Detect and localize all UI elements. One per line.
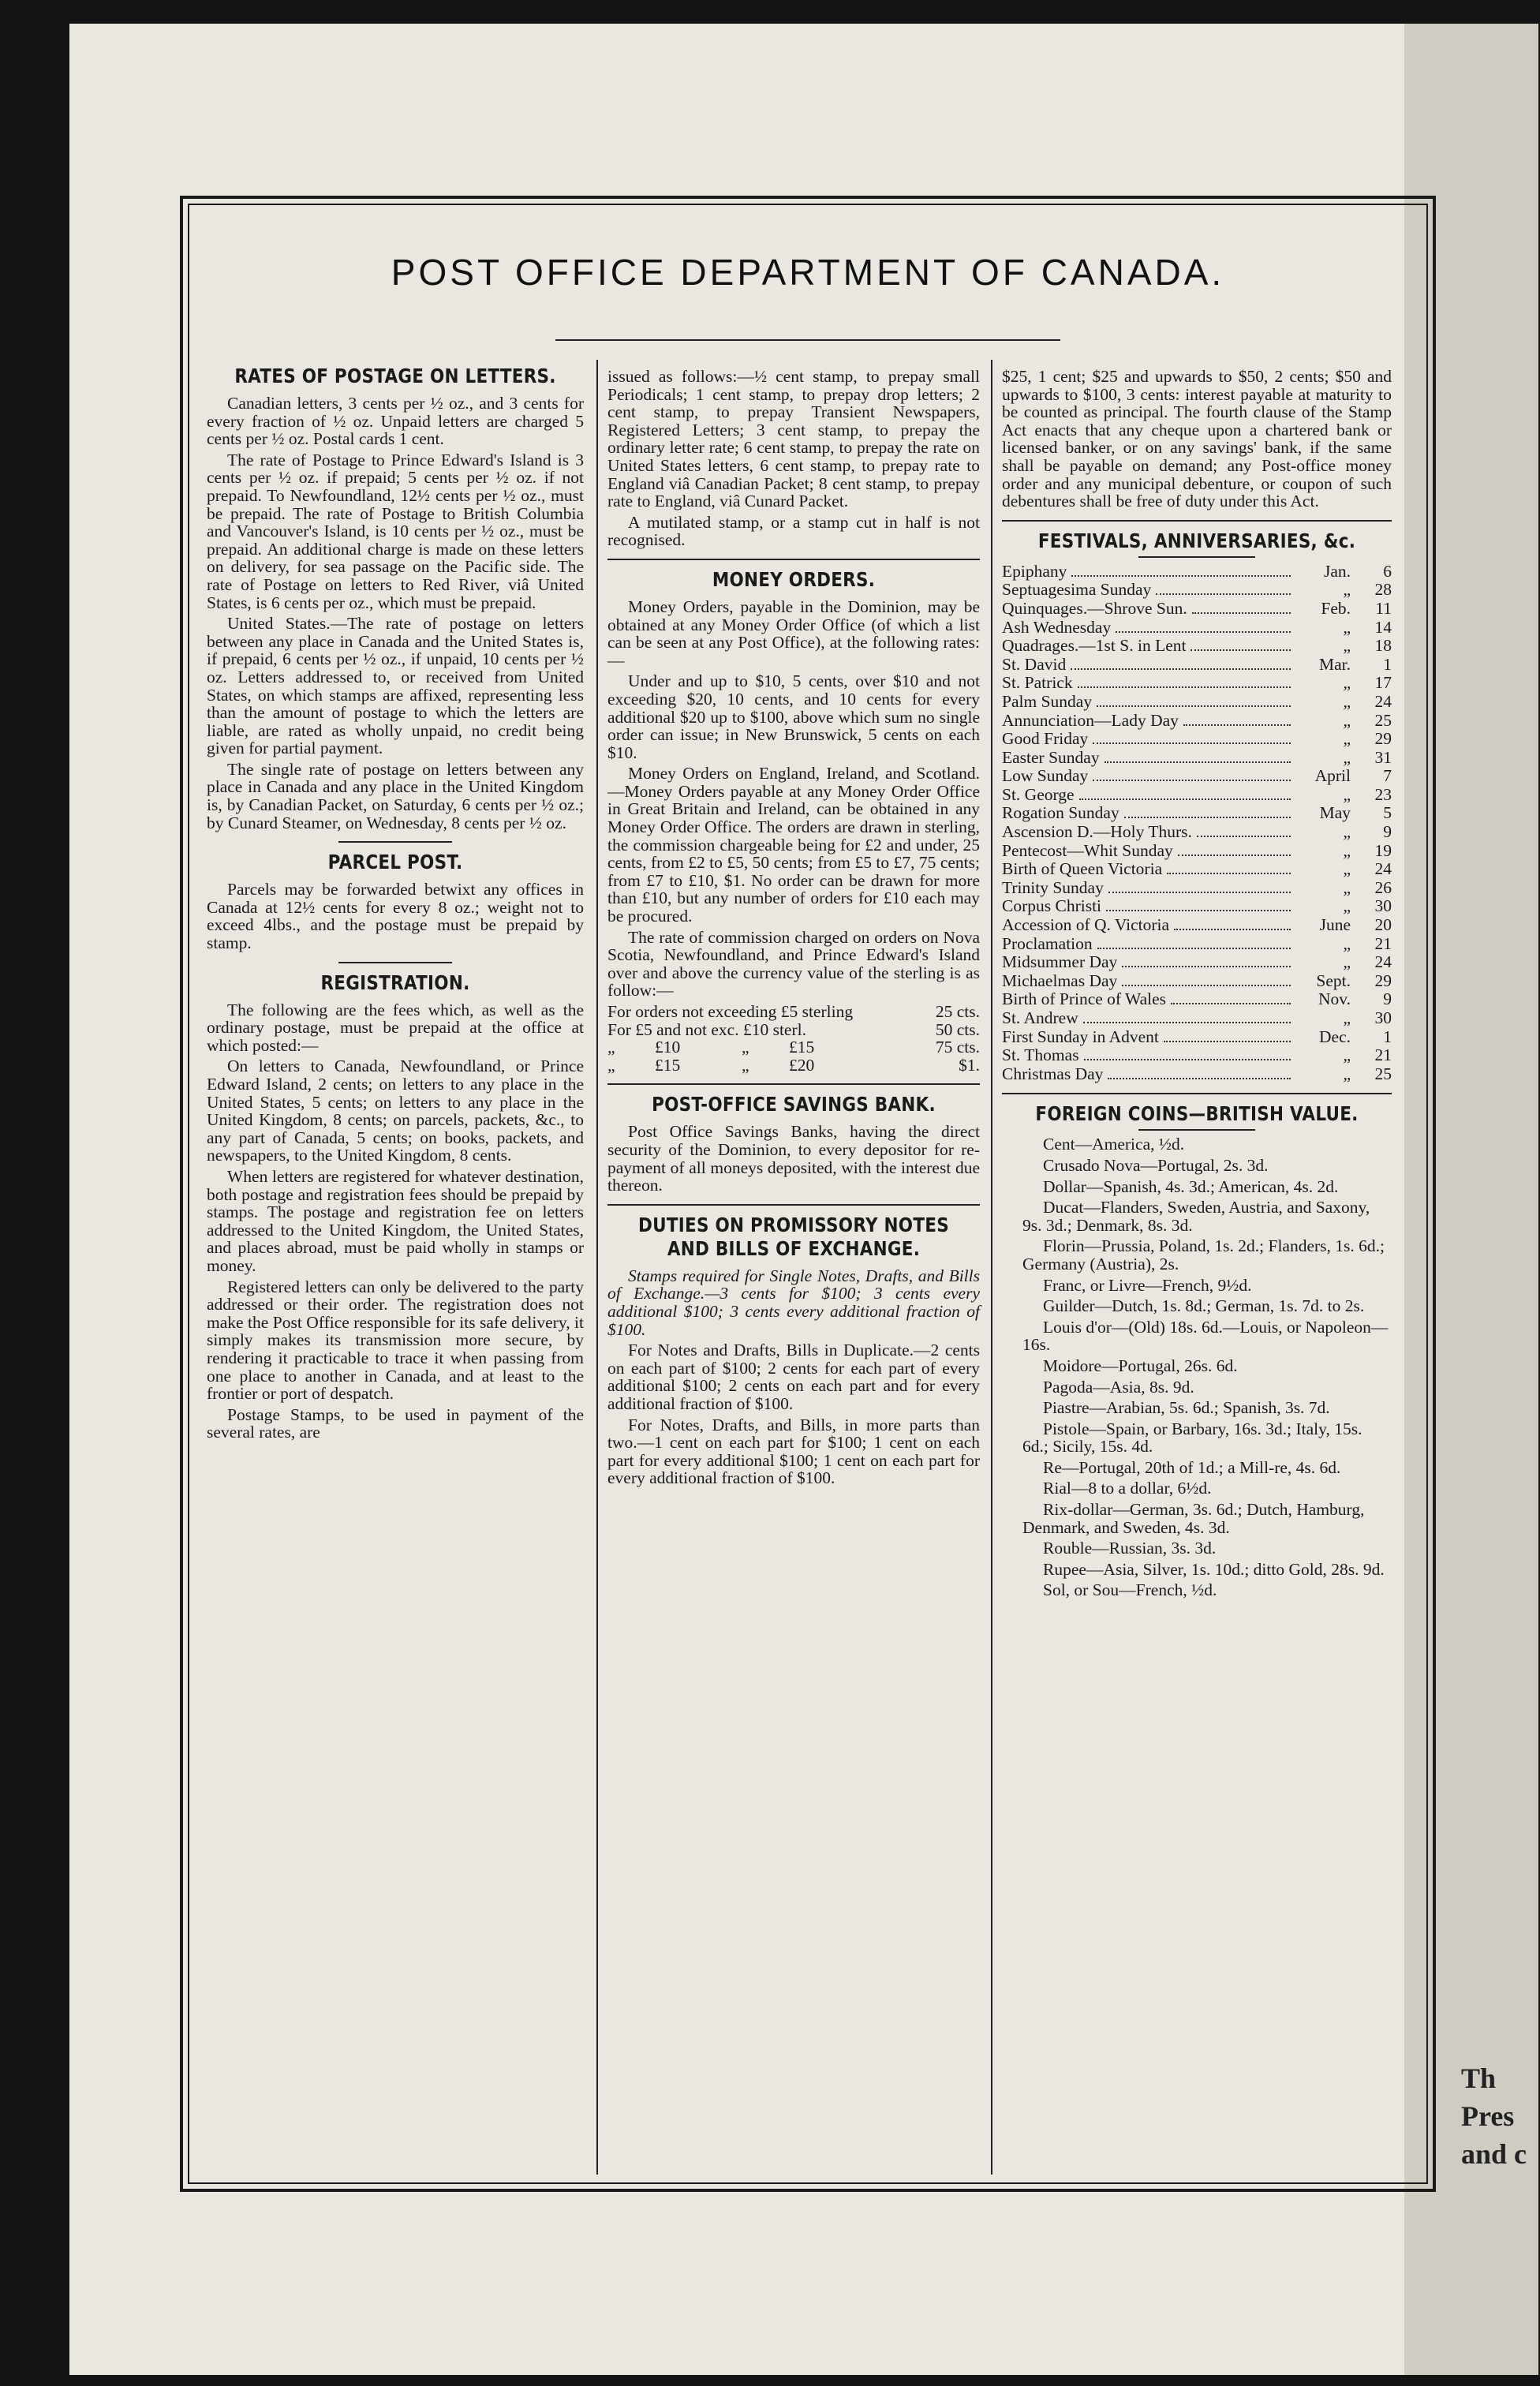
coin-entry: Ducat—Flanders, Sweden, Austria, and Saxony, 9s. 3d.; Denmark, 8s. 3d.	[1022, 1198, 1370, 1235]
festival-month: „	[1343, 933, 1351, 953]
dot-leader	[1122, 985, 1291, 986]
festival-row	[1002, 749, 1392, 768]
table-row	[607, 1021, 980, 1039]
table-cell: „	[607, 1038, 615, 1057]
festival-month: April	[1314, 766, 1351, 786]
festival-row	[1002, 656, 1392, 675]
festival-day: 20	[1374, 915, 1392, 935]
money-orders-heading: MONEY ORDERS.	[712, 567, 876, 591]
column-divider-2	[991, 360, 992, 2175]
festival-month: „	[1343, 710, 1351, 730]
dot-leader	[1122, 966, 1291, 967]
festival-row	[1002, 1009, 1392, 1028]
festival-name: Pentecost—Whit Sunday	[1002, 840, 1173, 860]
coin-entry: Franc, or Livre—French, 9½d.	[1043, 1275, 1252, 1295]
festival-month: Feb.	[1321, 598, 1351, 618]
commission-table	[607, 1003, 980, 1074]
coin-entry: Pistole—Spain, or Barbary, 16s. 3d.; Italy, 15s. 6d.; Sicily, 15s. 4d.	[1022, 1419, 1362, 1457]
festival-name: Quinquages.—Shrove Sun.	[1002, 598, 1187, 618]
table-cell: 75 cts.	[935, 1038, 980, 1057]
festival-month: „	[1343, 877, 1351, 897]
festival-month: „	[1343, 747, 1351, 767]
title-underline	[555, 339, 1060, 341]
dot-leader	[1178, 855, 1291, 856]
festival-month: Sept.	[1316, 970, 1351, 990]
dot-leader	[1097, 948, 1291, 949]
table-cell: „	[742, 1055, 749, 1075]
section-rule	[607, 1083, 980, 1085]
festival-row	[1002, 712, 1392, 731]
festival-month: Dec.	[1319, 1027, 1351, 1046]
stamps-paragraph: A mutilated stamp, or a stamp cut in half is not recognised.	[607, 512, 980, 550]
section-rule	[607, 1204, 980, 1206]
dot-leader	[1197, 836, 1291, 837]
festival-row	[1002, 637, 1392, 656]
festival-row	[1002, 990, 1392, 1009]
page-title: POST OFFICE DEPARTMENT OF CANADA.	[391, 252, 1225, 293]
table-cell: £15	[655, 1055, 681, 1075]
festival-row	[1002, 860, 1392, 879]
festival-row	[1002, 600, 1392, 619]
table-cell: „	[742, 1038, 749, 1057]
dot-leader	[1093, 742, 1291, 744]
festival-name: Trinity Sunday	[1002, 877, 1104, 897]
rates-paragraph: The rate of Postage to Prince Edward's Island is 3 cents per ½ oz. if prepaid; 5 cents per ½ oz. if not prepaid. To Newfoundland, 12½ cents per ½ oz., must be prepaid. The rate of Postage to British Columbia and Vancouver's Island, is 10 cents per ½ oz., must be prepaid. An additional charge is made on these letters on delivery, for sea passage on the Pacific side. The rate of Postage on letters to Red River, viâ United States, is 6 cents per oz., which must be prepaid.	[207, 450, 584, 612]
festival-name: Birth of Queen Victoria	[1002, 859, 1163, 879]
festival-row	[1002, 1065, 1392, 1084]
table-cell: For orders not exceeding £5 sterling	[607, 1002, 854, 1021]
festival-day: 9	[1383, 822, 1392, 842]
registration-heading: REGISTRATION.	[320, 970, 470, 994]
festival-month: Jan.	[1323, 561, 1351, 581]
festival-row	[1002, 730, 1392, 749]
section-rule	[1002, 520, 1392, 522]
festival-month: „	[1343, 784, 1351, 804]
festival-month: „	[1343, 1045, 1351, 1065]
duties-heading: DUTIES ON PROMISSORY NOTES AND BILLS OF EXCHANGE.	[638, 1213, 949, 1260]
festival-name: St. George	[1002, 784, 1075, 804]
festival-name: Accession of Q. Victoria	[1002, 915, 1170, 935]
coin-entry: Rix-dollar—German, 3s. 6d.; Dutch, Hamburg, Denmark, and Sweden, 4s. 3d.	[1022, 1500, 1365, 1537]
section-rule	[1002, 1093, 1392, 1094]
festival-day: 30	[1374, 896, 1392, 916]
festival-day: 17	[1374, 673, 1392, 693]
festival-name: Good Friday	[1002, 729, 1089, 749]
festival-month: „	[1343, 729, 1351, 749]
table-row	[607, 1003, 980, 1021]
festival-month: Mar.	[1318, 654, 1351, 674]
festival-day: 1	[1383, 654, 1392, 674]
adjacent-page-text	[1461, 2059, 1540, 2173]
festival-day: 9	[1383, 989, 1392, 1009]
table-cell: £20	[789, 1055, 815, 1075]
dot-leader	[1156, 593, 1291, 595]
duties-paragraph: For Notes, Drafts, and Bills, in more parts than two.—1 cent on each part for $100; 1 cent on each part for every additional $100; 1 cent on each part for every additional fraction of $100.	[607, 1415, 980, 1488]
dot-leader	[1108, 892, 1291, 893]
festival-month: June	[1319, 915, 1351, 935]
money-paragraph: The rate of commission charged on orders on Nova Scotia, Newfoundland, and Prince Edward's Island over and above the currency value of the sterling is as follow:—	[607, 927, 980, 1000]
festival-day: 24	[1374, 859, 1392, 879]
coin-entry: Piastre—Arabian, 5s. 6d.; Spanish, 3s. 7d.	[1043, 1398, 1330, 1418]
festival-day: 19	[1374, 840, 1392, 860]
dot-leader	[1174, 929, 1291, 930]
festival-row	[1002, 674, 1392, 693]
festival-name: Quadrages.—1st S. in Lent	[1002, 636, 1187, 656]
registration-paragraph: Postage Stamps, to be used in payment of the several rates, are	[207, 1404, 584, 1442]
coin-entry: Dollar—Spanish, 4s. 3d.; American, 4s. 2d.	[1043, 1176, 1339, 1196]
festival-day: 5	[1383, 803, 1392, 823]
festival-month: Nov.	[1318, 989, 1351, 1009]
adjacent-text-line: and c	[1461, 2138, 1527, 2170]
dot-leader	[1105, 761, 1291, 763]
festival-day: 21	[1374, 1045, 1392, 1065]
festival-name: Low Sunday	[1002, 766, 1089, 786]
registration-paragraph: The following are the fees which, as well as the ordinary postage, must be prepaid at the office at which posted:—	[207, 1000, 584, 1055]
festival-row	[1002, 1046, 1392, 1065]
festival-month: „	[1343, 636, 1351, 656]
coin-entry: Re—Portugal, 20th of 1d.; a Mill-re, 4s. 6d.	[1043, 1457, 1341, 1477]
festival-month: „	[1343, 859, 1351, 879]
festival-day: 7	[1383, 766, 1392, 786]
dot-leader	[1167, 873, 1291, 874]
festival-day: 6	[1383, 561, 1392, 581]
table-cell: 50 cts.	[935, 1019, 980, 1039]
dot-leader	[1071, 668, 1291, 670]
dot-leader	[1183, 724, 1291, 726]
festival-row	[1002, 767, 1392, 786]
festival-name: Easter Sunday	[1002, 747, 1100, 767]
duties-paragraph: For Notes and Drafts, Bills in Duplicate.—2 cents on each part of $100; 2 cents for each part of every additional $100; 2 cents on each part and for every additional fraction of $100.	[607, 1341, 980, 1413]
dot-leader	[1084, 1059, 1291, 1060]
festival-month: „	[1343, 840, 1351, 860]
savings-paragraph: Post Office Savings Banks, having the direct security of the Dominion, to every depositor for re-payment of all moneys deposited, with the interest due thereon.	[607, 1122, 980, 1195]
table-row	[607, 1056, 980, 1075]
festival-row	[1002, 1028, 1392, 1047]
coin-entry: Rupee—Asia, Silver, 1s. 10d.; ditto Gold, 28s. 9d.	[1043, 1559, 1385, 1579]
festival-day: 24	[1374, 952, 1392, 972]
heading-rule	[1138, 556, 1255, 558]
festival-row	[1002, 953, 1392, 972]
dot-leader	[1106, 910, 1291, 911]
festival-row	[1002, 619, 1392, 638]
adjacent-text-line: Pres	[1461, 2100, 1515, 2132]
festival-day: 29	[1374, 970, 1392, 990]
parcel-heading: PARCEL POST.	[327, 851, 463, 874]
section-rule	[607, 559, 980, 560]
coin-entry: Guilder—Dutch, 1s. 8d.; German, 1s. 7d. to 2s.	[1043, 1296, 1365, 1316]
festival-row	[1002, 823, 1392, 842]
festival-month: „	[1343, 580, 1351, 600]
festival-day: 29	[1374, 729, 1392, 749]
festival-row	[1002, 842, 1392, 861]
festival-month: „	[1343, 1008, 1351, 1027]
festival-month: „	[1343, 822, 1351, 842]
festival-month: „	[1343, 952, 1351, 972]
stamps-paragraph: issued as follows:—½ cent stamp, to prepay small Periodicals; 1 cent stamp, to prepay drop letters; 2 cent stamp, to prepay Transient Newspapers, Registered Letters; 3 cent stamp, to prepay the ordinary letter rate; 6 cent stamp, to prepay the rate on United States letters, 6 cent stamp, to prepay rate to England viâ Canadian Packet; 8 cent stamp, to prepay rate to England, viâ Cunard Packet.	[607, 367, 980, 511]
money-paragraph: Money Orders, payable in the Dominion, may be obtained at any Money Order Office (of which a list can be seen at any Post Office), at the following rates:—	[607, 596, 980, 670]
festival-name: Christmas Day	[1002, 1064, 1104, 1083]
festival-row	[1002, 972, 1392, 991]
festival-row	[1002, 693, 1392, 712]
coin-entry: Cent—America, ½d.	[1043, 1135, 1185, 1154]
coin-entry: Moidore—Portugal, 26s. 6d.	[1043, 1356, 1238, 1375]
coin-entry: Florin—Prussia, Poland, 1s. 2d.; Flanders, 1s. 6d.; Germany (Austria), 2s.	[1022, 1236, 1385, 1273]
table-row	[607, 1038, 980, 1056]
dot-leader	[1164, 1041, 1291, 1042]
festival-month: May	[1319, 803, 1351, 823]
rates-paragraph: Canadian letters, 3 cents per ½ oz., and 3 cents for every fraction of ½ oz. Unpaid letters are charged 5 cents per ½ oz. Postal cards 1 cent.	[207, 394, 584, 449]
section-rule	[338, 841, 451, 843]
dot-leader	[1108, 1078, 1291, 1079]
festival-name: Annunciation—Lady Day	[1002, 710, 1179, 730]
table-cell: £10	[655, 1038, 681, 1057]
parcel-paragraph: Parcels may be forwarded betwixt any offices in Canada at 12½ cents for every 8 oz.; weight not to exceed 4lbs., and the postage must be prepaid by stamp.	[207, 880, 584, 953]
festival-day: 18	[1374, 636, 1392, 656]
festival-name: First Sunday in Advent	[1002, 1027, 1159, 1046]
dot-leader	[1078, 686, 1291, 688]
duties-paragraph: Stamps required for Single Notes, Drafts, and Bills of Exchange.—3 cents for $100; 3 cents every additional $100; 3 cents every additional fraction of $100.	[607, 1266, 980, 1339]
festival-month: „	[1343, 1064, 1351, 1083]
festivals-heading: FESTIVALS, ANNIVERSARIES, &c.	[1037, 529, 1356, 552]
festival-day: 25	[1374, 1064, 1392, 1083]
savings-bank-heading: POST-OFFICE SAVINGS BANK.	[652, 1093, 936, 1116]
dot-leader	[1192, 612, 1291, 614]
dot-leader	[1097, 705, 1291, 707]
duties-continued-paragraph: $25, 1 cent; $25 and upwards to $50, 2 cents; $50 and upwards to $100, 3 cents: interest payable at maturity to be counted as principal. The fourth clause of the Stamp Act enacts that any cheque upon a chartered bank or licensed banker, or on any savings' bank, if the same shall be payable on demand; any Post-office money order and any municipal debenture, or coupon of such debentures shall be free of duty under this Act.	[1002, 367, 1392, 511]
column-middle	[607, 368, 980, 1490]
festival-day: 31	[1374, 747, 1392, 767]
money-paragraph: Money Orders on England, Ireland, and Scotland.—Money Orders payable at any Money Order Office in Great Britain and Ireland, can be obtained in any Money Order Office. The orders are drawn in sterling, the commission chargeable being for £2 and under, 25 cents, from £2 to £5, 50 cents; from £5 to £7, 75 cents; from £7 to £10, $1. No order can be drawn for more than £10, but any number of orders for £10 each may be procured.	[607, 764, 980, 926]
dot-leader	[1124, 817, 1291, 818]
heading-rule	[1138, 1129, 1255, 1131]
festival-month: „	[1343, 617, 1351, 637]
festival-name: St. David	[1002, 654, 1067, 674]
festival-day: 30	[1374, 1008, 1392, 1027]
coin-entry: Rouble—Russian, 3s. 3d.	[1043, 1539, 1217, 1558]
festival-name: St. Thomas	[1002, 1045, 1079, 1065]
festivals-list	[1002, 563, 1392, 1084]
table-cell: For £5 and not exc. £10 sterl.	[607, 1019, 806, 1039]
table-cell: $1.	[959, 1055, 980, 1075]
table-cell: 25 cts.	[935, 1002, 980, 1021]
dot-leader	[1191, 649, 1291, 651]
section-rule	[338, 962, 451, 963]
festival-row	[1002, 581, 1392, 600]
column-right	[1002, 368, 1392, 1603]
dot-leader	[1171, 1003, 1291, 1004]
festival-name: Ash Wednesday	[1002, 617, 1112, 637]
festival-day: 21	[1374, 933, 1392, 953]
dot-leader	[1093, 780, 1291, 781]
festival-row	[1002, 804, 1392, 823]
festival-name: Corpus Christi	[1002, 896, 1102, 916]
festival-name: Michaelmas Day	[1002, 970, 1118, 990]
dot-leader	[1116, 631, 1291, 633]
registration-paragraph: Registered letters can only be delivered to the party addressed or their order. The registration does not make the Post Office responsible for its safe delivery, it simply makes its transmission more secure, by rendering it practicable to trace it when passing from one place to another in Canada, and at least to the frontier or port of despatch.	[207, 1277, 584, 1404]
festival-name: Birth of Prince of Wales	[1002, 989, 1167, 1009]
festival-row	[1002, 879, 1392, 898]
rates-paragraph: The single rate of postage on letters between any place in Canada and any place in the United Kingdom is, by Canadian Packet, on Saturday, 6 cents per ½ oz.; by Cunard Steamer, on Wednesday, 8 cents per ½ oz.	[207, 759, 584, 832]
festival-day: 28	[1374, 580, 1392, 600]
festival-day: 14	[1374, 617, 1392, 637]
dot-leader	[1071, 575, 1291, 577]
table-cell: „	[607, 1055, 615, 1075]
festival-name: Rogation Sunday	[1002, 803, 1119, 823]
coins-heading: FOREIGN COINS—BRITISH VALUE.	[1035, 1102, 1359, 1126]
column-left	[207, 357, 584, 1445]
festival-name: Septuagesima Sunday	[1002, 580, 1152, 600]
festival-day: 24	[1374, 691, 1392, 711]
coin-entry: Sol, or Sou—French, ½d.	[1043, 1580, 1217, 1600]
column-divider-1	[596, 360, 598, 2175]
coin-entry: Pagoda—Asia, 8s. 9d.	[1043, 1377, 1194, 1397]
adjacent-text-line: Th	[1461, 2063, 1497, 2094]
festival-day: 23	[1374, 784, 1392, 804]
festival-name: Proclamation	[1002, 933, 1093, 953]
festival-name: Ascension D.—Holy Thurs.	[1002, 822, 1192, 842]
festival-month: „	[1343, 691, 1351, 711]
festival-name: Epiphany	[1002, 561, 1067, 581]
festival-month: „	[1343, 673, 1351, 693]
dot-leader	[1083, 1022, 1291, 1023]
rates-heading: RATES OF POSTAGE ON LETTERS.	[234, 365, 556, 387]
festival-name: St. Andrew	[1002, 1008, 1078, 1027]
money-paragraph: Under and up to $10, 5 cents, over $10 and not exceeding $20, 10 cents, and 10 cents for every additional $20 up to $100, above which sum no single order can issue; in New Brunswick, 5 cents on each $10.	[607, 671, 980, 762]
festival-name: St. Patrick	[1002, 673, 1073, 693]
dot-leader	[1079, 798, 1291, 800]
festival-month: „	[1343, 896, 1351, 916]
festival-row	[1002, 897, 1392, 916]
festival-day: 26	[1374, 877, 1392, 897]
festival-name: Palm Sunday	[1002, 691, 1093, 711]
festival-day: 11	[1375, 598, 1392, 618]
rates-paragraph: United States.—The rate of postage on letters between any place in Canada and the United States is, if prepaid, 6 cents per ½ oz., if unpaid, 10 cents per ½ oz. Letters addressed to, or received from United States, on which stamps are affixed, representing less than the amount of postage to which the letters are liable, are rated as wholly unpaid, no credit being given for partial payment.	[207, 614, 584, 758]
table-cell: £15	[789, 1038, 815, 1057]
festival-row	[1002, 916, 1392, 935]
coin-entry: Rial—8 to a dollar, 6½d.	[1043, 1479, 1212, 1498]
registration-paragraph: On letters to Canada, Newfoundland, or Prince Edward Island, 2 cents; on letters to any place in the United States, 5 cents; on letters to any place in the United Kingdom, 8 cents; on parcels, packets, &c., to any part of Canada, 5 cents; on books, packets, and newspapers, to the United Kingdom, 8 cents.	[207, 1056, 584, 1165]
festival-day: 25	[1374, 710, 1392, 730]
festival-day: 1	[1383, 1027, 1392, 1046]
festival-row	[1002, 786, 1392, 805]
coin-entry: Crusado Nova—Portugal, 2s. 3d.	[1043, 1155, 1269, 1175]
festival-row	[1002, 935, 1392, 954]
coins-list	[1002, 1135, 1392, 1599]
registration-paragraph: When letters are registered for whatever destination, both postage and registration fees should be prepaid by stamps. The postage and registration fee on letters addressed to the United Kingdom, the United States, and places abroad, must be paid wholly in stamps or money.	[207, 1166, 584, 1275]
festival-row	[1002, 563, 1392, 582]
coin-entry: Louis d'or—(Old) 18s. 6d.—Louis, or Napoleon—16s.	[1022, 1317, 1389, 1355]
festival-name: Midsummer Day	[1002, 952, 1118, 972]
